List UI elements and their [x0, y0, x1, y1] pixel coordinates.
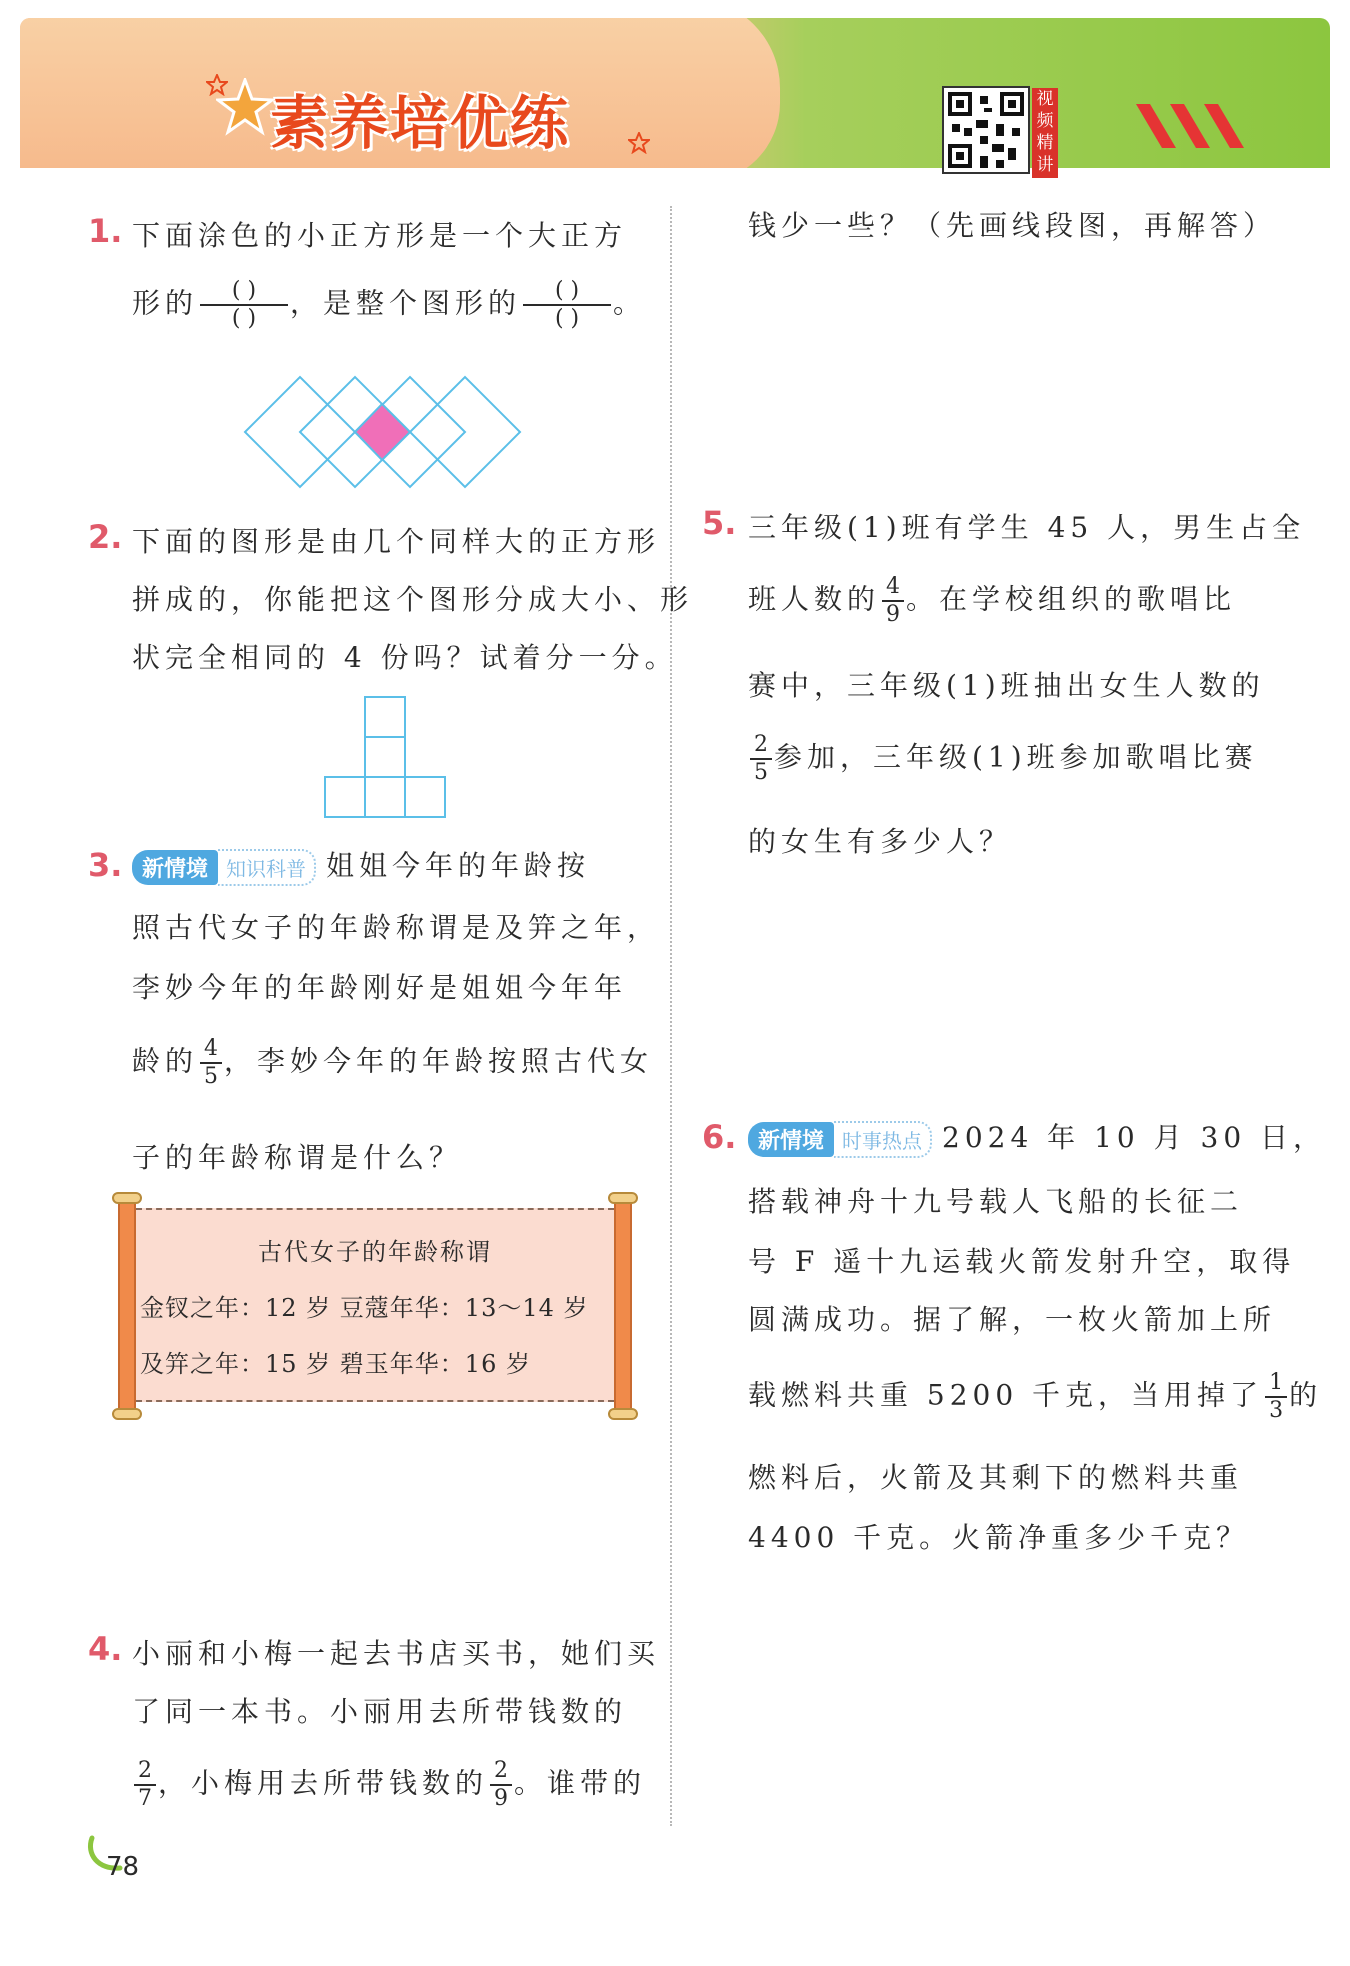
fraction: [490, 1758, 512, 1812]
denominator: 3: [1269, 1398, 1284, 1423]
question-text: [132, 844, 590, 886]
question-text: 搭载神舟十九号载人飞船的长征二: [748, 1185, 1244, 1218]
tag-main: 新情境: [748, 1122, 834, 1157]
blank-denominator[interactable]: ( ): [231, 306, 257, 331]
question-text: [132, 1036, 653, 1090]
scroll-row: 及笄之年：15 岁 碧玉年华：16 岁: [140, 1350, 531, 1378]
question-text: [132, 1758, 646, 1812]
blank-numerator[interactable]: ( ): [523, 278, 611, 306]
question-text: 赛中，三年级(1)班抽出女生人数的: [748, 669, 1265, 702]
scroll-title: 古代女子的年龄称谓: [258, 1238, 492, 1266]
context-tag: [748, 1121, 932, 1158]
numerator: 4: [882, 574, 904, 602]
fraction: [750, 732, 772, 786]
tag-main: 新情境: [132, 850, 218, 885]
text-segment: ，是整个图形的: [290, 286, 522, 320]
blank-denominator[interactable]: ( ): [554, 306, 580, 331]
blank-fraction[interactable]: [200, 278, 288, 332]
age-title-scroll: [110, 1196, 640, 1406]
section-title: 素养培优练: [270, 89, 571, 157]
decorative-slashes: [1136, 104, 1276, 154]
shaded-square: [355, 404, 410, 460]
question-text-continued: 钱少一些？（先画线段图，再解答）: [748, 209, 1277, 242]
page-number: 78: [106, 1852, 140, 1882]
question-number: 5.: [702, 504, 737, 542]
diamond-figure: [240, 372, 530, 492]
question-text: 照古代女子的年龄称谓是及笄之年，: [132, 911, 661, 944]
text-segment: 的: [1289, 1378, 1323, 1412]
denominator: 5: [204, 1064, 219, 1089]
fraction: [882, 574, 904, 628]
fraction: [200, 1036, 222, 1090]
text-segment: ，小梅用去所带钱数的: [158, 1766, 489, 1800]
question-text: 号 F 遥十九运载火箭发射升空，取得: [748, 1245, 1296, 1278]
question-number: 2.: [88, 518, 123, 556]
question-text: 燃料后，火箭及其剩下的燃料共重: [748, 1461, 1244, 1494]
scroll-cap: [608, 1408, 638, 1420]
question-text: 三年级(1)班有学生 45 人，男生占全: [748, 511, 1306, 544]
numerator: 2: [750, 732, 772, 760]
text-segment: 。在学校组织的歌唱比: [906, 582, 1237, 616]
question-text: 李妙今年的年龄刚好是姐姐今年年: [132, 971, 628, 1004]
scroll-cap: [608, 1192, 638, 1204]
question-text: 小丽和小梅一起去书店买书，她们买: [132, 1637, 661, 1670]
scroll-row: 金钗之年：12 岁 豆蔻年华：13～14 岁: [140, 1294, 589, 1322]
question-text: 状完全相同的 4 份吗？试着分一分。: [132, 641, 678, 674]
denominator: 7: [138, 1786, 152, 1811]
question-number: 3.: [88, 846, 123, 884]
text-segment: ，李妙今年的年龄按照古代女: [224, 1044, 654, 1078]
question-text: 子的年龄称谓是什么？: [132, 1141, 463, 1174]
column-divider: [670, 206, 672, 1826]
denominator: 5: [754, 760, 768, 785]
blank-numerator[interactable]: ( ): [200, 278, 288, 306]
scroll-rod-left: [118, 1196, 136, 1416]
text-segment: 姐姐今年的年龄按: [326, 849, 591, 882]
question-number: 4.: [88, 1630, 123, 1668]
numerator: 2: [490, 1758, 512, 1786]
text-segment: 龄的: [132, 1044, 199, 1078]
context-tag: [132, 849, 316, 886]
question-number: 6.: [702, 1118, 737, 1156]
question-text: 下面的图形是由几个同样大的正方形: [132, 525, 661, 558]
scroll-cap: [112, 1408, 142, 1420]
question-text: [748, 574, 1236, 628]
question-text: 4400 千克。火箭净重多少千克？: [748, 1521, 1250, 1554]
blank-fraction[interactable]: [523, 278, 611, 332]
question-text: 拼成的，你能把这个图形分成大小、形: [132, 583, 694, 616]
numerator: 1: [1265, 1370, 1287, 1398]
question-text: [748, 1370, 1322, 1424]
question-text: 圆满成功。据了解，一枚火箭加上所: [748, 1303, 1277, 1336]
text-segment: 2024 年 10 月 30 日，: [942, 1121, 1327, 1154]
text-segment: 形的: [132, 286, 199, 320]
header-banner: [20, 18, 1330, 168]
scroll-rod-right: [614, 1196, 632, 1416]
tag-sub: 时事热点: [834, 1121, 932, 1158]
fraction: [134, 1758, 156, 1812]
small-star-icon: [206, 74, 228, 96]
numerator: 4: [200, 1036, 222, 1064]
small-star-icon: [628, 132, 650, 154]
question-text: 了同一本书。小丽用去所带钱数的: [132, 1695, 628, 1728]
question-number: 1.: [88, 212, 123, 250]
qr-code-icon[interactable]: [942, 86, 1030, 174]
question-text: [748, 732, 1258, 786]
question-text: [748, 1116, 1326, 1158]
text-segment: 。: [613, 286, 647, 320]
denominator: 9: [494, 1786, 509, 1811]
text-segment: 。谁带的: [514, 1766, 647, 1800]
numerator: 2: [134, 1758, 156, 1786]
text-segment: 载燃料共重 5200 千克，当用掉了: [748, 1378, 1264, 1412]
denominator: 9: [886, 602, 901, 627]
video-label[interactable]: 视频精讲: [1032, 88, 1058, 178]
question-text: 的女生有多少人？: [748, 825, 1013, 858]
scroll-cap: [112, 1192, 142, 1204]
square-t-figure: [324, 696, 446, 818]
fraction: [1265, 1370, 1287, 1424]
tag-sub: 知识科普: [218, 849, 316, 886]
text-segment: 班人数的: [748, 582, 881, 616]
text-segment: 参加，三年级(1)班参加歌唱比赛: [774, 740, 1258, 774]
question-text: [132, 278, 646, 332]
question-text: 下面涂色的小正方形是一个大正方: [132, 219, 628, 252]
